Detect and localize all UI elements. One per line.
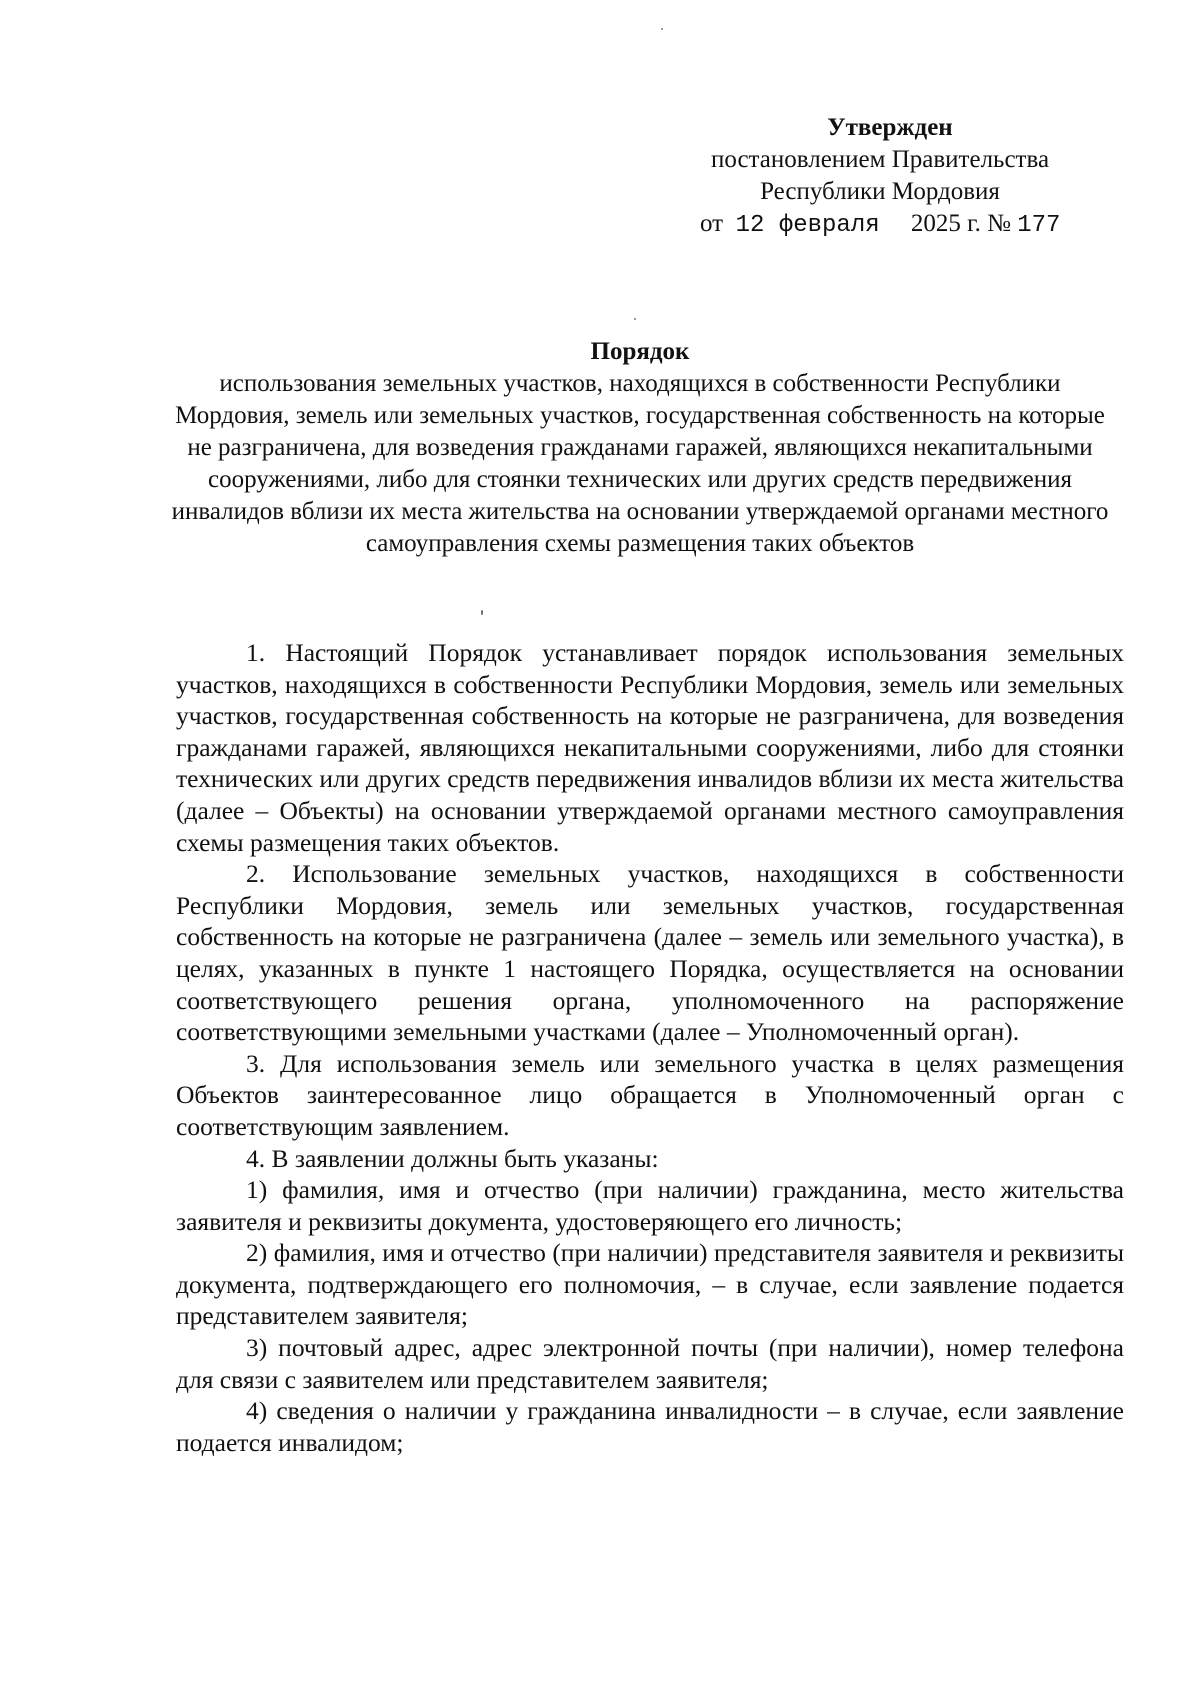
- scan-speck: [481, 610, 483, 615]
- approval-date-line: [650, 208, 1110, 242]
- date-day-month: 12 февраля: [735, 212, 880, 239]
- document-body: [176, 637, 1124, 1458]
- title-heading: Порядок: [590, 338, 690, 365]
- scan-speck: [634, 318, 636, 320]
- paragraph: 2) фамилия, имя и отчество (при наличии) представителя заявителя и реквизиты документа, подтверждающего его полномочия, – в случае, если заявление подается представителем заявителя;: [176, 1238, 1124, 1331]
- paragraph: 3) почтовый адрес, адрес электронной почты (при наличии), номер телефона для связи с заявителем или представителем заявителя;: [176, 1333, 1124, 1394]
- paragraph: 4. В заявлении должны быть указаны:: [246, 1143, 659, 1173]
- date-year: 2025 г.: [910, 210, 981, 237]
- paragraph: 1. Настоящий Порядок устанавливает порядок использования земельных участков, находящихся в собственности Республики Мордовия, земель или земельных участков, государственная собственность на которые не разграничена, для возведения гражданами гаражей, являющихся некапитальными сооружениями, либо для стоянки технических или других средств передвижения инвалидов вблизи их места жительства (далее – Объекты) на основании утверждаемой органами местного самоуправления схемы размещения таких объектов.: [176, 638, 1124, 857]
- document-number: 177: [1017, 212, 1061, 239]
- approval-stamp: [650, 112, 1110, 242]
- paragraph: 2. Использование земельных участков, находящихся в собственности Республики Мордовия, земель или земельных участков, государственная собственность на которые не разграничена (далее – земель или земельного участка), в целях, указанных в пункте 1 настоящего Порядка, осуществляется на основании соответствующего решения органа, уполномоченного на распоряжение соответствующими земельными участками (далее – Уполномоченный орган).: [176, 859, 1124, 1047]
- paragraph: 4) сведения о наличии у гражданина инвалидности – в случае, если заявление подается инвалидом;: [176, 1396, 1124, 1457]
- date-prefix: от: [700, 210, 724, 237]
- number-sign: №: [987, 210, 1011, 237]
- title-subtitle: использования земельных участков, находящихся в собственности Республики Мордовия, земель или земельных участков, государственная собственность на которые не разграничена, для возведения гражданами гаражей, являющихся некапитальными сооружениями, либо для стоянки технических или других средств передвижения инвалидов вблизи их места жительства на основании утверждаемой органами местного самоуправления схемы размещения таких объектов: [171, 370, 1109, 557]
- approval-heading: Утвержден: [827, 114, 953, 141]
- paragraph: 3. Для использования земель или земельного участка в целях размещения Объектов заинтересованное лицо обращается в Уполномоченный орган с соответствующим заявлением.: [176, 1048, 1124, 1141]
- approval-line-2: Республики Мордовия: [760, 178, 1000, 205]
- scan-speck: [661, 28, 663, 30]
- document-title: [160, 336, 1120, 560]
- paragraph: 1) фамилия, имя и отчество (при наличии) гражданина, место жительства заявителя и реквизиты документа, удостоверяющего его личность;: [176, 1175, 1124, 1236]
- approval-line-1: постановлением Правительства: [710, 146, 1050, 173]
